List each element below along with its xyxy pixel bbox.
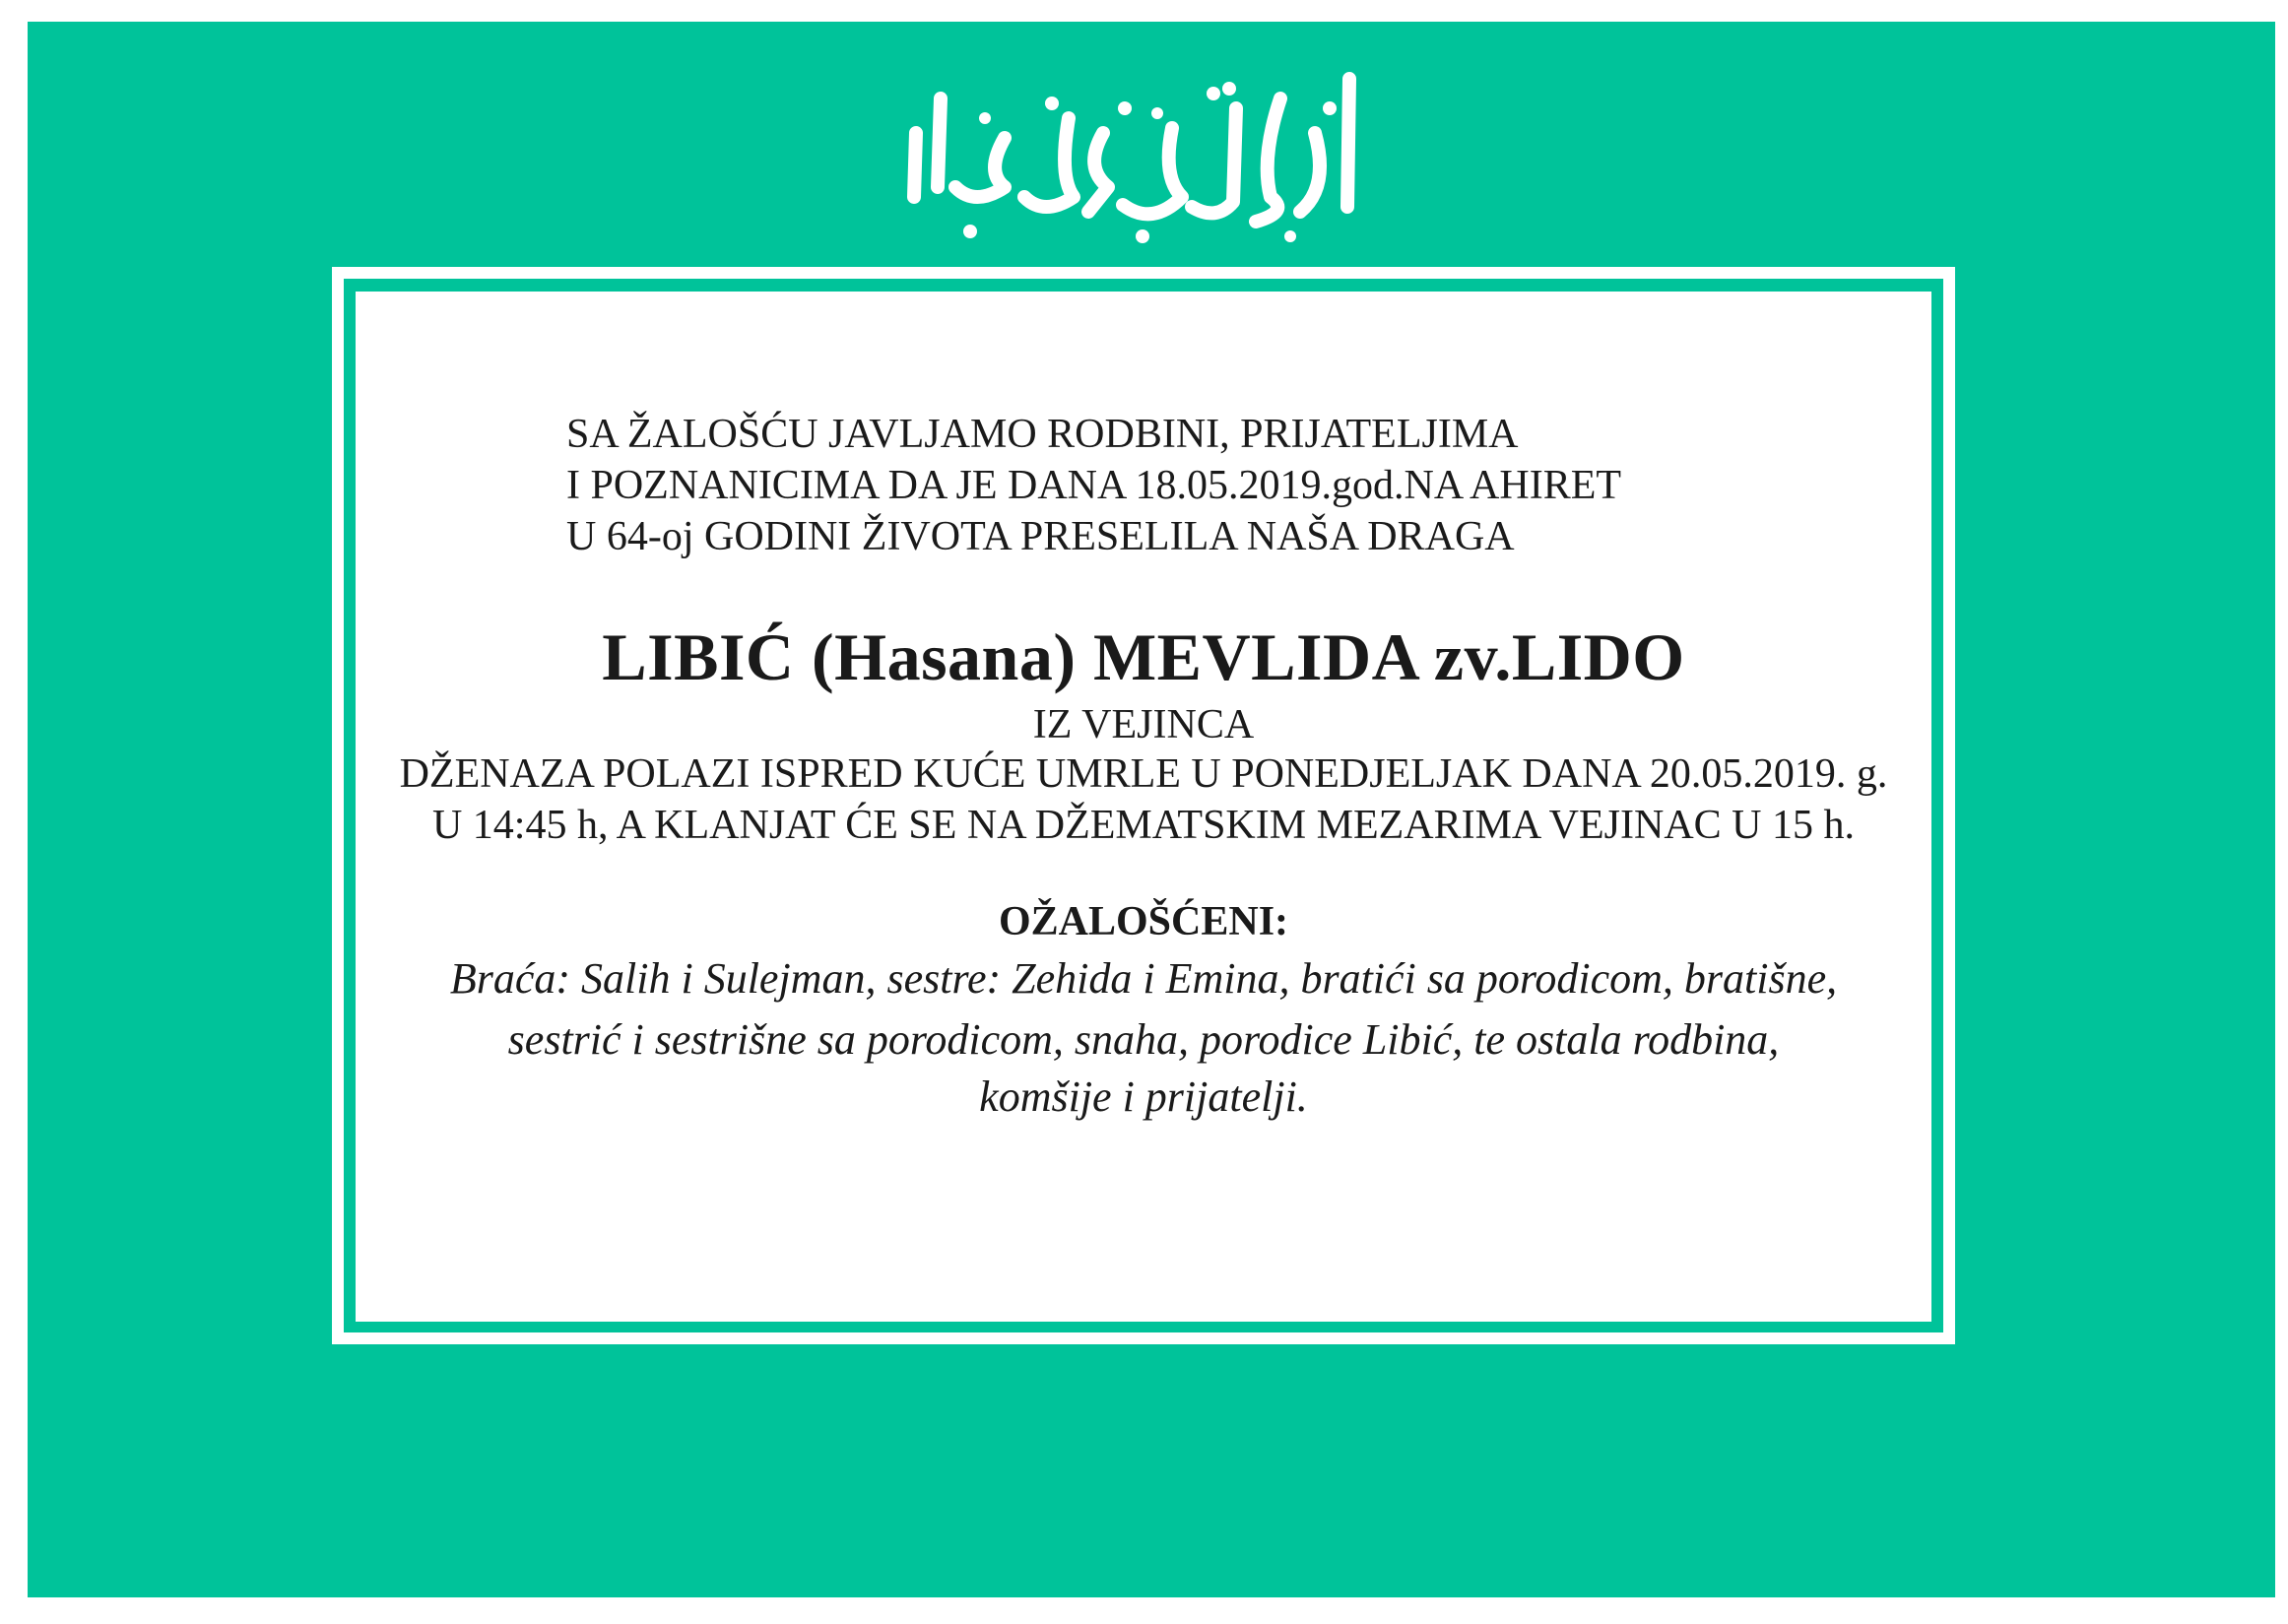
mourners-title: OŽALOŠĆENI: bbox=[998, 899, 1289, 944]
funeral-line-1: DŽENAZA POLAZI ISPRED KUĆE UMRLE U PONEDJELJAK DANA 20.05.2019. g. bbox=[399, 751, 1888, 797]
mourners-line-3: komšije i prijatelji. bbox=[979, 1072, 1308, 1121]
mourners-line-1: Braća: Salih i Sulejman, sestre: Zehida i Emina, bratići sa porodicom, bratišne, bbox=[449, 954, 1838, 1003]
funeral-line-2: U 14:45 h, A KLANJAT ĆE SE NA DŽEMATSKIM MEZARIMA VEJINAC U 15 h. bbox=[431, 803, 1856, 848]
arabic-calligraphy-logo bbox=[867, 39, 1418, 256]
intro-line-2: I POZNANICIMA DA JE DANA 18.05.2019.god.NA AHIRET bbox=[566, 463, 1622, 508]
mourners-line-2: sestrić i sestrišne sa porodicom, snaha, porodice Libić, te ostala rodbina, bbox=[507, 1015, 1780, 1064]
intro-line-3: U 64-oj GODINI ŽIVOTA PRESELILA NAŠA DRAGA bbox=[566, 514, 1515, 559]
calligraphy-text: ارتحال ذاربقا bbox=[1111, 240, 1174, 254]
origin-line: IZ VEJINCA bbox=[1032, 702, 1255, 747]
intro-line-1: SA ŽALOŠĆU JAVLJAMO RODBINI, PRIJATELJIMA bbox=[566, 412, 1519, 457]
deceased-name: LIBIĆ (Hasana) MEVLIDA zv.LIDO bbox=[602, 619, 1685, 694]
